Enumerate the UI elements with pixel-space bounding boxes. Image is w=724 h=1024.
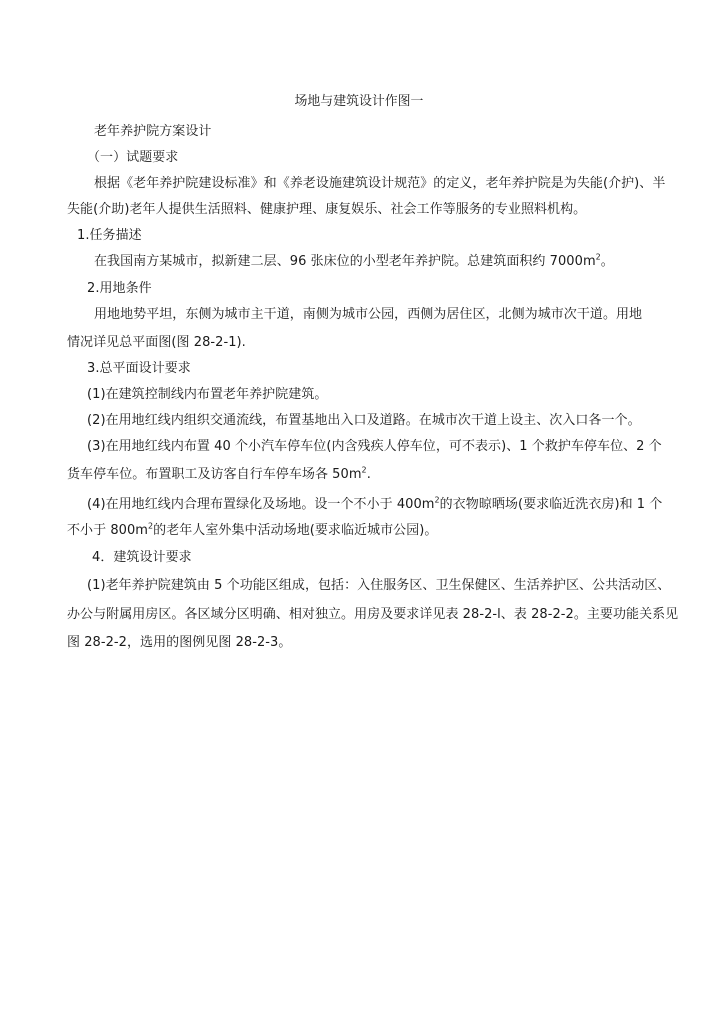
general-plan-item-1: (1)在建筑控制线内布置老年养护院建筑。: [87, 387, 328, 402]
general-plan-item-3-line-1: (3)在用地红线内布置 40 个小汽车停车位(内含残疾人停车位，可不表示)、1 个救护车停车位、2 个: [87, 439, 662, 454]
site-heading: 2.用地条件: [87, 281, 152, 296]
task-text-sup: 2: [595, 252, 601, 262]
item-4-line-1-b: 的衣物晾晒场(要求临近洗衣房)和 1 个: [439, 497, 663, 512]
item-3-line-2-end: .: [366, 467, 371, 482]
item-3-line-2-main: 货车停车位。布置职工及访客自行车停车场各 50m: [67, 467, 362, 482]
document-title: 场地与建筑设计作图一: [294, 94, 424, 109]
task-text: [94, 253, 614, 271]
site-line-1: 用地地势平坦，东侧为城市主干道，南侧为城市公园，西侧为居住区，北侧为城市次干道。用地: [94, 307, 643, 322]
building-line-3: 图 28-2-2，选用的图例见图 28-2-3。: [67, 635, 292, 650]
site-line-2: 情况详见总平面图(图 28-2-1).: [67, 335, 246, 350]
general-plan-item-4-line-2: [67, 522, 437, 540]
general-plan-heading: 3.总平面设计要求: [87, 361, 191, 376]
item-4-line-1-sup: 2: [434, 495, 440, 505]
building-line-2: 办公与附属用房区。各区域分区明确、相对独立。用房及要求详见表 28-2-l、表 28-2-2。主要功能关系见: [67, 607, 679, 622]
building-line-1: (1)老年养护院建筑由 5 个功能区组成，包括：入住服务区、卫生保健区、生活养护区、公共活动区、: [87, 578, 671, 593]
task-text-main: 在我国南方某城市，拟新建二层、96 张床位的小型老年养护院。总建筑面积约 7000m: [94, 254, 596, 269]
intro-line-1: 根据《老年养护院建设标准》和《养老设施建筑设计规范》的定义，老年养护院是为失能(介护)、半: [94, 176, 666, 191]
intro-line-2: 失能(介助)老年人提供生活照料、健康护理、康复娱乐、社会工作等服务的专业照料机构。: [67, 202, 587, 217]
task-text-end: 。: [600, 254, 614, 269]
item-4-line-2-b: 的老年人室外集中活动场地(要求临近城市公园)。: [153, 523, 438, 538]
item-4-line-1-a: (4)在用地红线内合理布置绿化及场地。设一个不小于 400m: [87, 497, 435, 512]
section-heading: （一）试题要求: [87, 150, 179, 165]
item-4-line-2-sup: 2: [148, 521, 154, 531]
general-plan-item-3-line-2: [67, 466, 371, 484]
item-4-line-2-a: 不小于 800m: [67, 523, 149, 538]
item-3-line-2-sup: 2: [361, 465, 367, 475]
task-heading: 1.任务描述: [77, 228, 142, 243]
document-subtitle: 老年养护院方案设计: [94, 124, 212, 139]
building-heading: 4．建筑设计要求: [92, 550, 192, 565]
general-plan-item-2: (2)在用地红线内组织交通流线，布置基地出入口及道路。在城市次干道上设主、次入口各一个。: [87, 413, 641, 428]
general-plan-item-4-line-1: [87, 496, 662, 514]
